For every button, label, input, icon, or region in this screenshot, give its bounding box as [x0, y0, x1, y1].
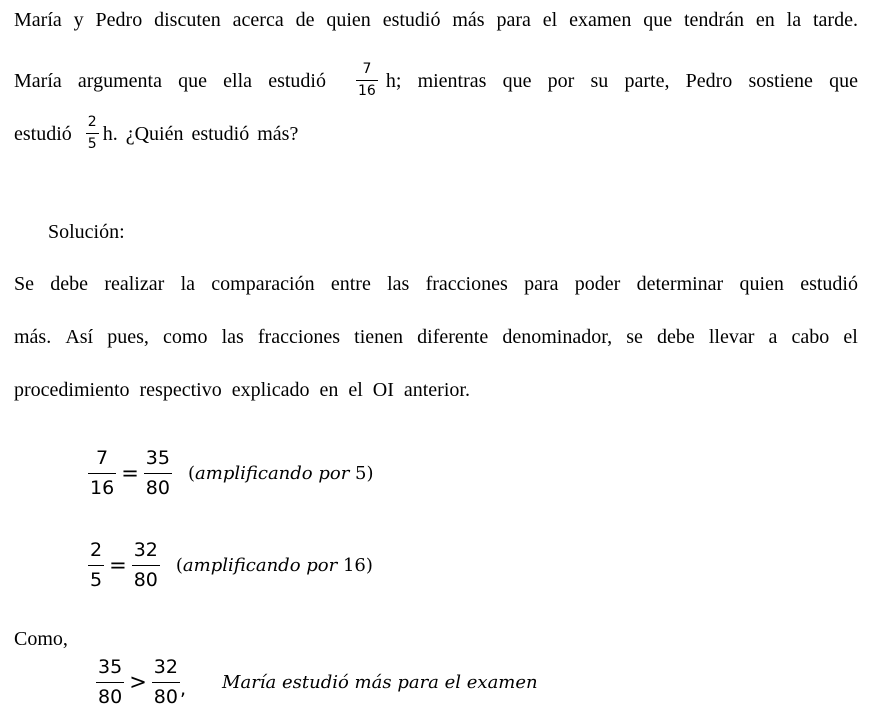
- problem-line-1-word: acerca: [232, 9, 284, 31]
- comparison-left-numerator: 35: [98, 656, 123, 678]
- solution-line-2-word: fracciones: [257, 326, 341, 348]
- eq1-fraction-right: [144, 447, 172, 499]
- problem-line-2: [14, 61, 858, 100]
- eq2-right-denominator: 80: [133, 569, 158, 591]
- problem-line-1-word: el: [542, 9, 558, 31]
- greater-than-sign: >: [129, 670, 147, 694]
- problem-line-3-start: estudió: [14, 122, 72, 145]
- solution-line-2-word: Así: [65, 326, 94, 348]
- solution-line-1-word: la: [180, 273, 195, 295]
- problem-line-1-word: examen: [569, 9, 632, 31]
- eq2-fraction-right: [132, 539, 160, 591]
- problem-line-1-word: y: [73, 9, 84, 31]
- problem-line-2-word: su: [590, 69, 609, 92]
- problem-line-3: [14, 114, 858, 153]
- solution-line-2-word: diferente: [417, 326, 489, 348]
- comparison-right-numerator: 32: [153, 656, 178, 678]
- problem-line-2-word: estudió: [268, 69, 326, 92]
- problem-line-2-word: mientras: [417, 69, 487, 92]
- problem-line-1-word: de: [295, 9, 315, 31]
- solution-line-2-word: el: [843, 326, 858, 348]
- pedro-hours-denominator: 5: [87, 136, 97, 152]
- pedro-hours-numerator: 2: [87, 114, 97, 130]
- solution-line-2-word: tienen: [354, 326, 404, 348]
- equation-1: [88, 447, 374, 499]
- solution-line-2-word: llevar: [708, 326, 755, 348]
- eq2-right-numerator: 32: [133, 539, 158, 561]
- comparison-intro: Como,: [14, 628, 68, 650]
- eq1-right-denominator: 80: [145, 477, 170, 499]
- problem-line-2-word: por: [547, 69, 575, 92]
- eq2-left-numerator: 2: [90, 539, 103, 561]
- solution-line-2-word: las: [221, 326, 244, 348]
- problem-line-1-word: que: [643, 9, 673, 31]
- solution-line-1-word: entre: [330, 273, 371, 295]
- problem-line-1-word: tendrán: [683, 9, 744, 31]
- solution-line-2-word: más.: [14, 326, 52, 348]
- equation-2: [88, 539, 373, 591]
- conclusion-text: María estudió más para el examen: [222, 671, 538, 693]
- solution-line-1-word: quien: [739, 273, 784, 295]
- problem-line-1-word: más: [452, 9, 485, 31]
- eq1-note: (amplificando por 5): [187, 462, 374, 484]
- solution-line-1-word: determinar: [636, 273, 724, 295]
- problem-line-2-word: ella: [223, 69, 253, 92]
- solution-line-2-word: debe: [656, 326, 695, 348]
- comparison-left-denominator: 80: [98, 686, 123, 708]
- solution-line-3: procedimiento respectivo explicado en el OI anterior.: [14, 379, 470, 401]
- solution-line-1-word: las: [387, 273, 410, 295]
- eq2-fraction-left: [88, 539, 104, 591]
- problem-line-1-word: para: [496, 9, 531, 31]
- solution-line-1-word: Se: [14, 273, 34, 295]
- problem-line-2-word: que: [178, 69, 208, 92]
- problem-question: h. ¿Quién estudió más?: [102, 122, 299, 145]
- solution-line-2-word: denominador,: [502, 326, 613, 348]
- problem-line-2-word: que: [829, 69, 858, 92]
- problem-line-1-word: discuten: [154, 9, 221, 31]
- maria-hours-numerator: 7: [362, 61, 372, 77]
- solution-line-2-word: pues,: [107, 326, 149, 348]
- comparison-equation: [96, 656, 538, 708]
- comparison-fraction-right: [152, 656, 180, 708]
- problem-line-1-word: Pedro: [95, 9, 143, 31]
- eq1-fraction-left: [88, 447, 116, 499]
- solution-heading: Solución:: [48, 221, 125, 243]
- problem-line-1-word: estudió: [382, 9, 441, 31]
- eq2-left-denominator: 5: [90, 569, 103, 591]
- maria-hours-denominator: 16: [358, 83, 376, 99]
- problem-line-2-word: argumenta: [77, 69, 162, 92]
- solution-line-2-word: a: [768, 326, 778, 348]
- problem-line-1-word: en: [755, 9, 775, 31]
- solution-line-2-word: cabo: [791, 326, 830, 348]
- solution-line-1-word: fracciones: [425, 273, 508, 295]
- comparison-fraction-left: [96, 656, 124, 708]
- eq1-right-numerator: 35: [145, 447, 170, 469]
- solution-line-1-word: estudió: [800, 273, 858, 295]
- problem-line-2-word: sostiene: [748, 69, 813, 92]
- problem-line-2-word: María: [14, 69, 62, 92]
- eq2-note: (amplificando por 16): [175, 554, 373, 576]
- eq1-equals: =: [121, 461, 139, 485]
- problem-line-2-word: parte,: [624, 69, 670, 92]
- maria-hours-fraction: [356, 61, 378, 100]
- solution-line-1-word: debe: [50, 273, 89, 295]
- solution-line-1-word: realizar: [104, 273, 165, 295]
- comparison-comma: ,: [179, 678, 187, 700]
- problem-line-2-word: que: [502, 69, 532, 92]
- problem-line-1-word: María: [14, 9, 62, 31]
- eq2-equals: =: [109, 553, 127, 577]
- eq1-left-denominator: 16: [90, 477, 115, 499]
- solution-line-2-word: como: [163, 326, 208, 348]
- solution-line-1-word: poder: [574, 273, 621, 295]
- comparison-right-denominator: 80: [153, 686, 178, 708]
- pedro-hours-fraction: [86, 114, 99, 153]
- solution-line-2: [14, 325, 858, 349]
- problem-line-1-word: tarde.: [812, 9, 858, 31]
- problem-line-1: [14, 8, 858, 32]
- solution-line-1: [14, 272, 858, 296]
- eq1-left-numerator: 7: [96, 447, 109, 469]
- solution-line-2-word: se: [626, 326, 643, 348]
- problem-line-1-word: quien: [326, 9, 371, 31]
- problem-line-2-word: Pedro: [685, 69, 733, 92]
- problem-line-1-word: la: [786, 9, 802, 31]
- problem-line-2-word: h;: [385, 69, 402, 92]
- solution-line-1-word: comparación: [211, 273, 315, 295]
- solution-line-1-word: para: [524, 273, 559, 295]
